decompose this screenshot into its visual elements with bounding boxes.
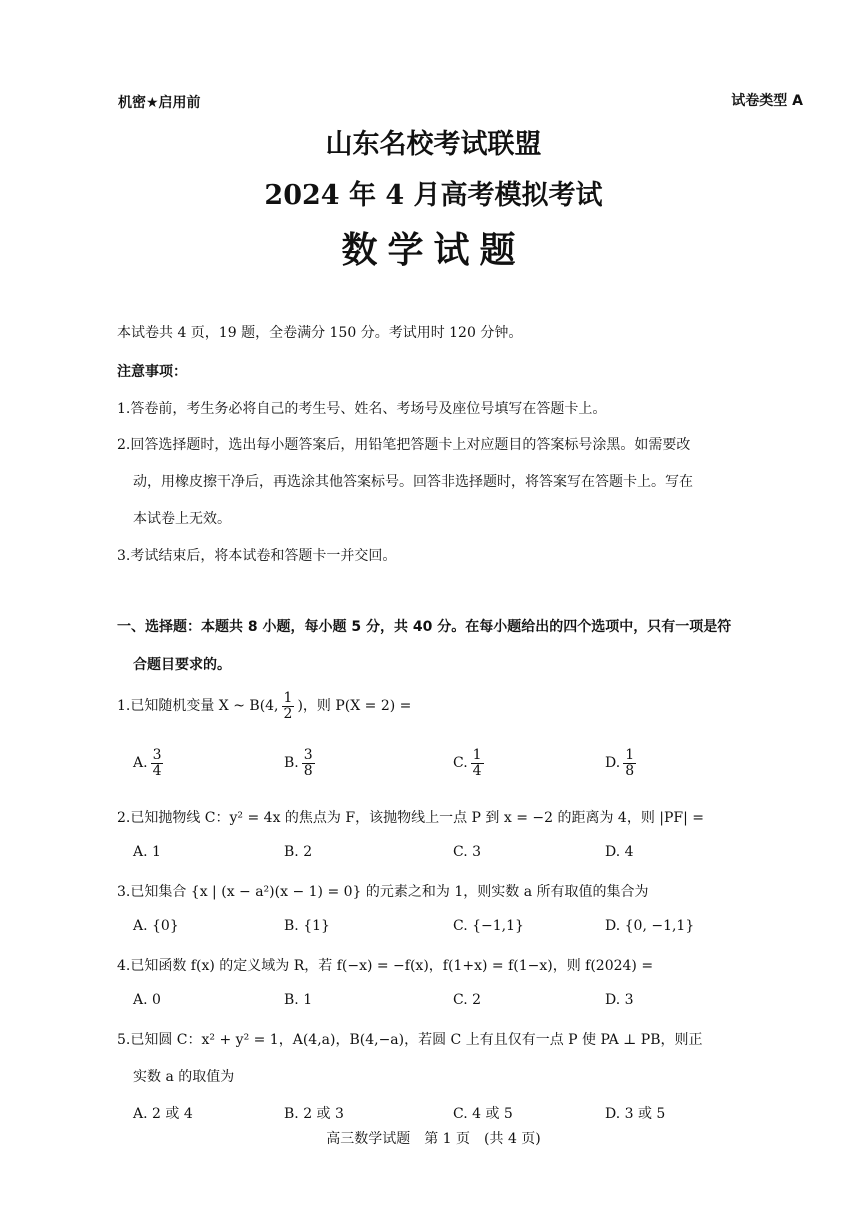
q4-option-a: A. 0 [133,992,161,1008]
section-1-heading: 一、选择题：本题共 8 小题，每小题 5 分，共 40 分。在每小题给出的四个选项中，只有一项是符 [117,619,732,635]
q1-c-den: 4 [472,762,482,779]
q3-option-c: C. {−1,1} [453,918,524,934]
question-2-stem: 2.已知抛物线 C：y² = 4x 的焦点为 F，该抛物线上一点 P 到 x = −2 的距离为 4，则 |PF| = [117,810,705,826]
q5-option-c: C. 4 或 5 [453,1106,513,1122]
question-1-stem [117,691,411,721]
q3-option-b: B. {1} [284,918,330,934]
q1-option-c-label: C. [453,755,468,772]
q2-option-b: B. 2 [284,844,313,860]
note-2-line-1: 2.回答选择题时，选出每小题答案后，用铅笔把答题卡上对应题目的答案标号涂黑。如需要改 [117,437,691,453]
q1-option-b [284,748,318,778]
q3-option-a: A. {0} [133,918,179,934]
q1-option-d [605,748,639,778]
q4-option-c: C. 2 [453,992,482,1008]
paper-type-label: 试卷类型 A [731,93,803,109]
q4-option-b: B. 1 [284,992,313,1008]
section-1-heading-cont: 合题目要求的。 [133,657,231,673]
q2-option-d: D. 4 [605,844,634,860]
exam-session-title: 2024 年 4 月高考模拟考试 [264,180,603,211]
q5-option-a: A. 2 或 4 [133,1106,193,1122]
note-2-line-3: 本试卷上无效。 [133,511,231,527]
intro-text: 本试卷共 4 页，19 题，全卷满分 150 分。考试用时 120 分钟。 [117,325,523,341]
question-5-stem-cont: 实数 a 的取值为 [133,1069,235,1085]
q4-option-d: D. 3 [605,992,634,1008]
q1-b-den: 8 [303,762,313,779]
q1-d-den: 8 [625,762,635,779]
notes-heading: 注意事项： [117,364,187,380]
q1-option-b-label: B. [284,755,299,772]
q1-frac-den: 2 [283,705,293,722]
q1-frac-num: 1 [283,690,293,706]
question-4-stem: 4.已知函数 f(x) 的定义域为 R，若 f(−x) = −f(x)，f(1+x) = f(1−x)，则 f(2024) = [117,958,654,974]
q1-d-num: 1 [625,747,635,763]
subject-title: 数学试题 [341,229,526,271]
question-5-stem: 5.已知圆 C：x² + y² = 1，A(4,a)，B(4,−a)，若圆 C 上有且仅有一点 P 使 PA ⊥ PB，则正 [117,1032,703,1048]
q1-a-den: 4 [152,762,162,779]
q5-option-b: B. 2 或 3 [284,1106,344,1122]
confidential-label: 机密★启用前 [118,95,201,111]
q1-option-a-label: A. [133,755,148,772]
page-footer: 高三数学试题 第 1 页 (共 4 页) [326,1131,541,1147]
q1-fraction [282,691,295,721]
q1-stem-end: )，则 P(X = 2) = [297,698,412,715]
q1-b-num: 3 [303,747,313,763]
q1-c-num: 1 [472,747,482,763]
q2-option-a: A. 1 [133,844,161,860]
q5-option-d: D. 3 或 5 [605,1106,666,1122]
note-3: 3.考试结束后，将本试卷和答题卡一并交回。 [117,548,397,564]
q2-option-c: C. 3 [453,844,482,860]
question-3-stem: 3.已知集合 {x | (x − a²)(x − 1) = 0} 的元素之和为 1，则实数 a 所有取值的集合为 [117,884,649,900]
note-2-line-2: 动，用橡皮擦干净后，再选涂其他答案标号。回答非选择题时，将答案写在答题卡上。写在 [133,474,693,490]
q1-stem-start: 1.已知随机变量 X ~ B(4, [117,698,279,715]
exam-union-title: 山东名校考试联盟 [325,129,542,160]
q1-option-d-label: D. [605,755,621,772]
q3-option-d: D. {0, −1,1} [605,918,695,934]
q1-a-num: 3 [152,747,162,763]
q1-option-c [453,748,487,778]
note-1: 1.答卷前，考生务必将自己的考生号、姓名、考场号及座位号填写在答题卡上。 [117,401,607,417]
q1-option-a [133,748,166,778]
